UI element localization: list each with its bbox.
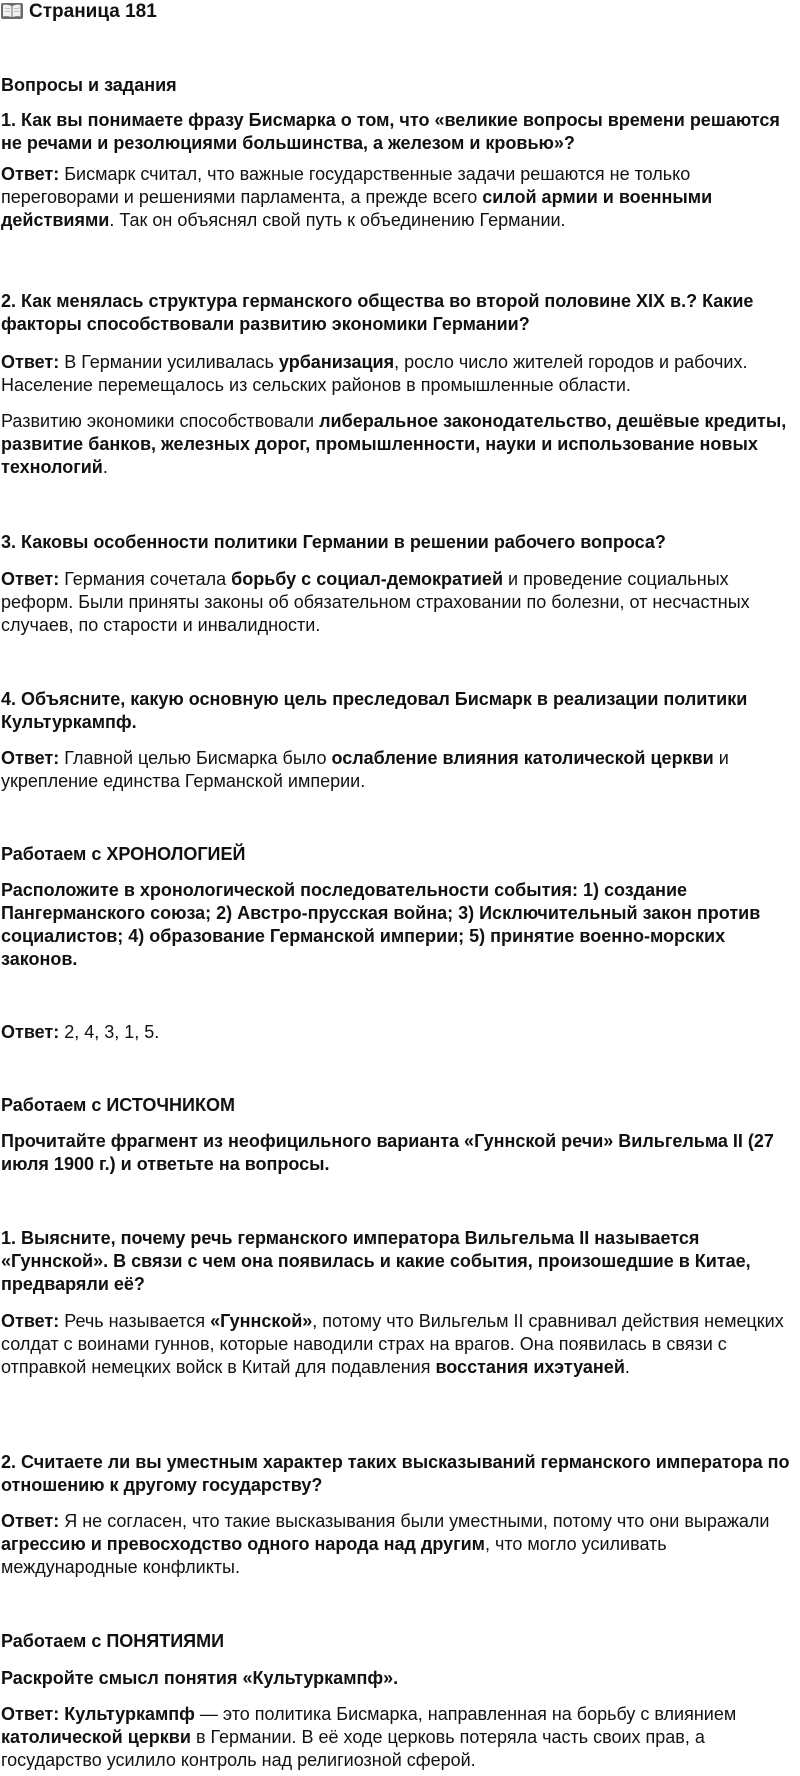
answer-label: Ответ: [1, 1704, 60, 1724]
answer-label: Ответ: [1, 1311, 60, 1331]
section-heading-concepts: Работаем с ПОНЯТИЯМИ [1, 1631, 225, 1651]
source-answer-2: Ответ: Я не согласен, что такие высказывания были уместными, потому что они выражали агрессию и превосходство одного народа над другим, что могло усиливать международные конфликты. [1, 1511, 770, 1577]
open-book-icon [1, 3, 23, 19]
section-heading-questions: Вопросы и задания [1, 75, 177, 95]
page-header [1, 0, 799, 23]
answer-2: Ответ: В Германии усиливалась урбанизация, росло число жителей городов и рабочих. Население перемещалось из сельских районов в промышленные области. [1, 352, 748, 395]
source-task: Прочитайте фрагмент из неофицильного варианта «Гуннской речи» Вильгельма II (27 июля 1900 г.) и ответьте на вопросы. [1, 1131, 774, 1174]
answer-label: Ответ: [1, 1022, 60, 1042]
concepts-task: Раскройте смысл понятия «Культуркампф». [1, 1668, 399, 1688]
chronology-task: Расположите в хронологической последовательности события: 1) создание Пангерманского союза; 2) Австро-прусская война; 3) Исключительный закон против социалистов; 4) образование Германской империи; 5) принятие военно-морских законов. [1, 880, 761, 969]
source-answer-1: Ответ: Речь называется «Гуннской», потому что Вильгельм II сравнивал действия немецких солдат с воинами гуннов, которые наводили страх на врагов. Она появилась в связи с отправкой немецких войск в Китай для подавления восстания ихэтуаней. [1, 1311, 784, 1377]
answer-label: Ответ: [1, 569, 60, 589]
answer-label: Ответ: [1, 1511, 60, 1531]
source-question-1: 1. Выясните, почему речь германского императора Вильгельма II называется «Гуннской». В связи с чем она появилась и какие события, произошедшие в Китае, предваряли её? [1, 1228, 751, 1294]
question-2: 2. Как менялась структура германского общества во второй половине XIX в.? Какие факторы способствовали развитию экономики Германии? [1, 291, 754, 334]
source-question-2: 2. Считаете ли вы уместным характер таких высказываний германского императора по отношению к другому государству? [1, 1452, 790, 1495]
answer-label: Ответ: [1, 164, 60, 184]
question-4: 4. Объясните, какую основную цель преследовал Бисмарк в реализации политики Культуркампф. [1, 689, 748, 732]
section-heading-source: Работаем с ИСТОЧНИКОМ [1, 1095, 235, 1115]
answer-label: Ответ: [1, 748, 60, 768]
question-3: 3. Каковы особенности политики Германии в решении рабочего вопроса? [1, 532, 666, 552]
page-title: Страница 181 [29, 1, 157, 22]
chronology-answer: Ответ: 2, 4, 3, 1, 5. [1, 1022, 160, 1042]
answer-label: Ответ: [1, 352, 60, 372]
question-1: 1. Как вы понимаете фразу Бисмарка о том, что «великие вопросы времени решаются не речами и резолюциями большинства, а железом и кровью»? [1, 110, 780, 153]
concepts-answer: Ответ: Культуркампф — это политика Бисмарка, направленная на борьбу с влиянием католической церкви в Германии. В её ходе церковь потеряла часть своих прав, а государство усилило контроль над религиозной сферой. [1, 1704, 737, 1770]
answer-2-paragraph-2: Развитию экономики способствовали либеральное законодательство, дешёвые кредиты, развитие банков, железных дорог, промышленности, науки и использование новых технологий. [1, 411, 787, 477]
section-heading-chronology: Работаем с ХРОНОЛОГИЕЙ [1, 844, 246, 864]
answer-4: Ответ: Главной целью Бисмарка было ослабление влияния католической церкви и укрепление единства Германской империи. [1, 748, 729, 791]
answer-1: Ответ: Бисмарк считал, что важные государственные задачи решаются не только переговорами и решениями парламента, а прежде всего силой армии и военными действиями. Так он объяснял свой путь к объединению Германии. [1, 164, 713, 230]
answer-3: Ответ: Германия сочетала борьбу с социал-демократией и проведение социальных реформ. Были приняты законы об обязательном страховании по болезни, от несчастных случаев, по старости и инвалидности. [1, 569, 750, 635]
